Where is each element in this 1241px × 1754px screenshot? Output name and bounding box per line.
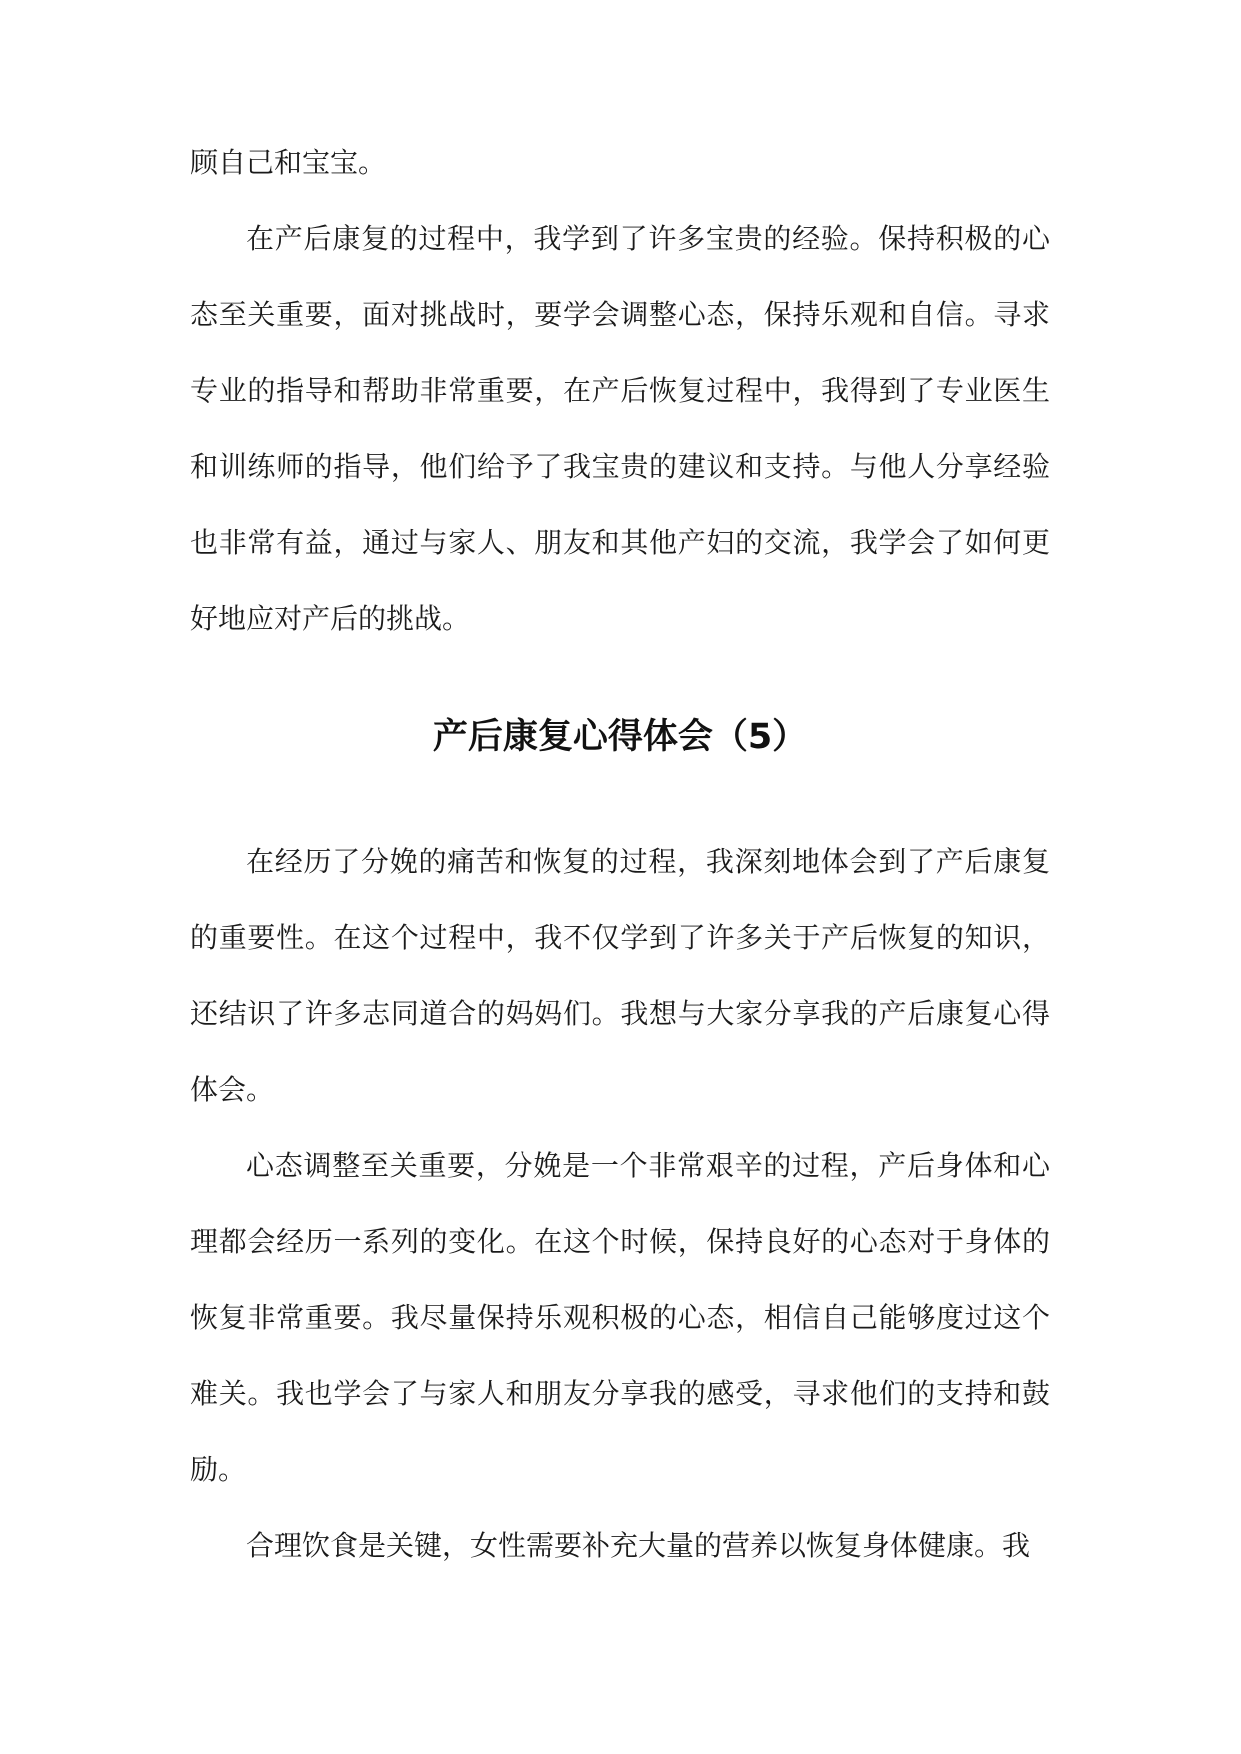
paragraph: 在经历了分娩的痛苦和恢复的过程，我深刻地体会到了产后康复的重要性。在这个过程中，我不仅学到了许多关于产后恢复的知识，还结识了许多志同道合的妈妈们。我想与大家分享我的产后康复心得体会。 — [190, 845, 1050, 1106]
previous-section-text — [190, 125, 1050, 657]
section-title: 产后康复心得体会（5） — [432, 717, 808, 757]
paragraph: 合理饮食是关键，女性需要补充大量的营养以恢复身体健康。我 — [246, 1529, 1031, 1562]
paragraph: 在产后康复的过程中，我学到了许多宝贵的经验。保持积极的心态至关重要，面对挑战时，要学会调整心态，保持乐观和自信。寻求专业的指导和帮助非常重要，在产后恢复过程中，我得到了专业医生和训练师的指导，他们给予了我宝贵的建议和支持。与他人分享经验也非常有益，通过与家人、朋友和其他产妇的交流，我学会了如何更好地应对产后的挑战。 — [190, 222, 1050, 635]
paragraph: 心态调整至关重要，分娩是一个非常艰辛的过程，产后身体和心理都会经历一系列的变化。在这个时候，保持良好的心态对于身体的恢复非常重要。我尽量保持乐观积极的心态，相信自己能够度过这个难关。我也学会了与家人和朋友分享我的感受，寻求他们的支持和鼓励。 — [190, 1149, 1050, 1486]
section-body-text — [190, 824, 1050, 1584]
paragraph-continuation: 顾自己和宝宝。 — [190, 146, 387, 179]
